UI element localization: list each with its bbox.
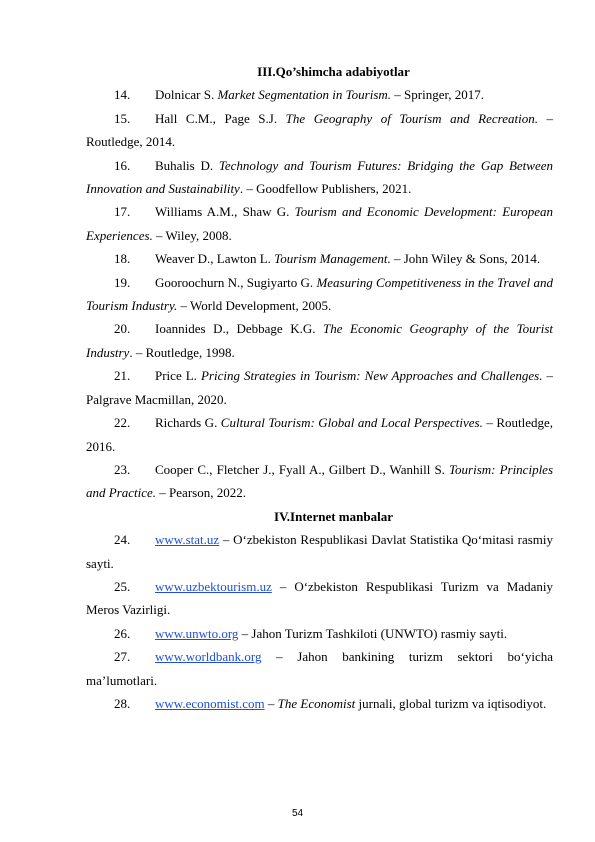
reference-title: The Geography of Tourism and Recreation. [285, 110, 538, 126]
web-source-item [86, 575, 553, 622]
reference-title: Tourism and Economic Development: European Experiences. [86, 204, 553, 243]
web-source-item [86, 528, 553, 575]
reference-number: 19. [114, 274, 131, 290]
reference-number: 14. [114, 87, 131, 103]
reference-publisher: – Routledge, 2016. [86, 415, 554, 454]
section-heading-internet-sources: IV.Internet manbalar [274, 508, 393, 524]
reference-number: 17. [114, 204, 131, 220]
web-source-description: jurnali, global turizm va iqtisodiyot. [355, 695, 547, 711]
reference-publisher: – Springer, 2017. [391, 87, 485, 103]
reference-number: 20. [114, 321, 131, 337]
reference-item [86, 200, 553, 247]
reference-number: 28. [114, 695, 131, 711]
web-source-description: – Jahon Turizm Tashkiloti (UNWTO) rasmiy sayti. [238, 625, 508, 641]
reference-number: 25. [114, 578, 131, 594]
reference-title: Measuring Competitiveness in the Travel and Tourism Industry. [86, 274, 553, 314]
reference-authors: Hall C.M., Page S.J. [155, 110, 286, 126]
reference-item [86, 154, 553, 201]
reference-number: 23. [114, 461, 131, 477]
reference-authors: Cooper C., Fletcher J., Fyall A., Gilbert D., Wanhill S. [155, 461, 450, 477]
reference-authors: Williams A.M., Shaw G. [155, 204, 295, 220]
reference-title: Technology and Tourism Futures: Bridging the Gap Between Innovation and Sustainability [86, 157, 553, 197]
reference-item [86, 271, 553, 318]
web-link-worldbank[interactable]: www.worldbank.org [155, 649, 262, 665]
reference-publisher: – World Development, 2005. [177, 298, 332, 314]
reference-item [86, 317, 553, 364]
reference-publisher: . – Goodfellow Publishers, 2021. [239, 181, 412, 197]
web-source-description: – Jahon bankining turizm sektori bo‘yicha ma’lumotlari. [86, 649, 553, 688]
reference-item [86, 83, 553, 106]
reference-title: Tourism: Principles and Practice. [86, 461, 554, 501]
reference-authors: Price L. [155, 368, 201, 384]
reference-item [86, 458, 553, 505]
web-link-uzbektourism[interactable]: www.uzbektourism.uz [155, 578, 272, 594]
reference-authors: Gooroochurn N., Sugiyarto G. [155, 274, 317, 290]
reference-publisher: . – Routledge, 1998. [129, 344, 235, 360]
web-source-item [86, 622, 553, 645]
web-source-description: – O‘zbekiston Respublikasi Turizm va Madaniy Meros Vazirligi. [86, 578, 553, 618]
reference-title: Cultural Tourism: Global and Local Perspectives. [220, 415, 483, 431]
reference-publisher: – Wiley, 2008. [152, 227, 232, 243]
web-link-economist[interactable]: www.economist.com [155, 695, 265, 711]
reference-number: 22. [114, 415, 131, 431]
reference-item [86, 107, 553, 154]
reference-item [86, 364, 553, 411]
web-source-item [86, 645, 553, 692]
reference-title: The Economic Geography of the Tourist Industry [86, 321, 553, 360]
reference-number: 27. [114, 649, 131, 665]
reference-publisher: – Palgrave Macmillan, 2020. [86, 368, 554, 407]
reference-authors: Richards G. [155, 415, 221, 431]
reference-authors: Ioannides D., Debbage K.G. [155, 321, 324, 337]
reference-number: 16. [114, 157, 131, 173]
reference-title: Pricing Strategies in Tourism: New Approaches and Challenges. [200, 368, 543, 384]
web-link-stat-uz[interactable]: www.stat.uz [155, 532, 220, 548]
reference-publisher: – Routledge, 2014. [86, 110, 554, 150]
web-source-separator: – [264, 695, 278, 711]
page-content [86, 60, 553, 715]
reference-number: 24. [114, 532, 131, 548]
reference-item [86, 247, 553, 270]
page-number: 54 [291, 808, 304, 819]
web-link-unwto[interactable]: www.unwto.org [155, 625, 239, 641]
reference-number: 26. [114, 625, 131, 641]
reference-title: Market Segmentation in Tourism. [217, 87, 392, 103]
reference-authors: Buhalis D. [155, 157, 219, 173]
reference-item [86, 411, 553, 458]
reference-authors: Weaver D., Lawton L. [155, 251, 275, 267]
web-source-title: The Economist [277, 695, 356, 711]
reference-publisher: – John Wiley & Sons, 2014. [390, 251, 541, 267]
reference-number: 21. [114, 368, 131, 384]
reference-number: 18. [114, 251, 131, 267]
web-source-item [86, 692, 553, 715]
web-source-description: – O‘zbekiston Respublikasi Davlat Statistika Qo‘mitasi rasmiy sayti. [86, 532, 553, 571]
reference-publisher: – Pearson, 2022. [156, 485, 246, 501]
section-heading-additional-literature: III.Qo’shimcha adabiyotlar [257, 64, 410, 79]
reference-number: 15. [114, 110, 131, 126]
reference-authors: Dolnicar S. [155, 87, 218, 103]
reference-title: Tourism Management. [274, 251, 391, 267]
